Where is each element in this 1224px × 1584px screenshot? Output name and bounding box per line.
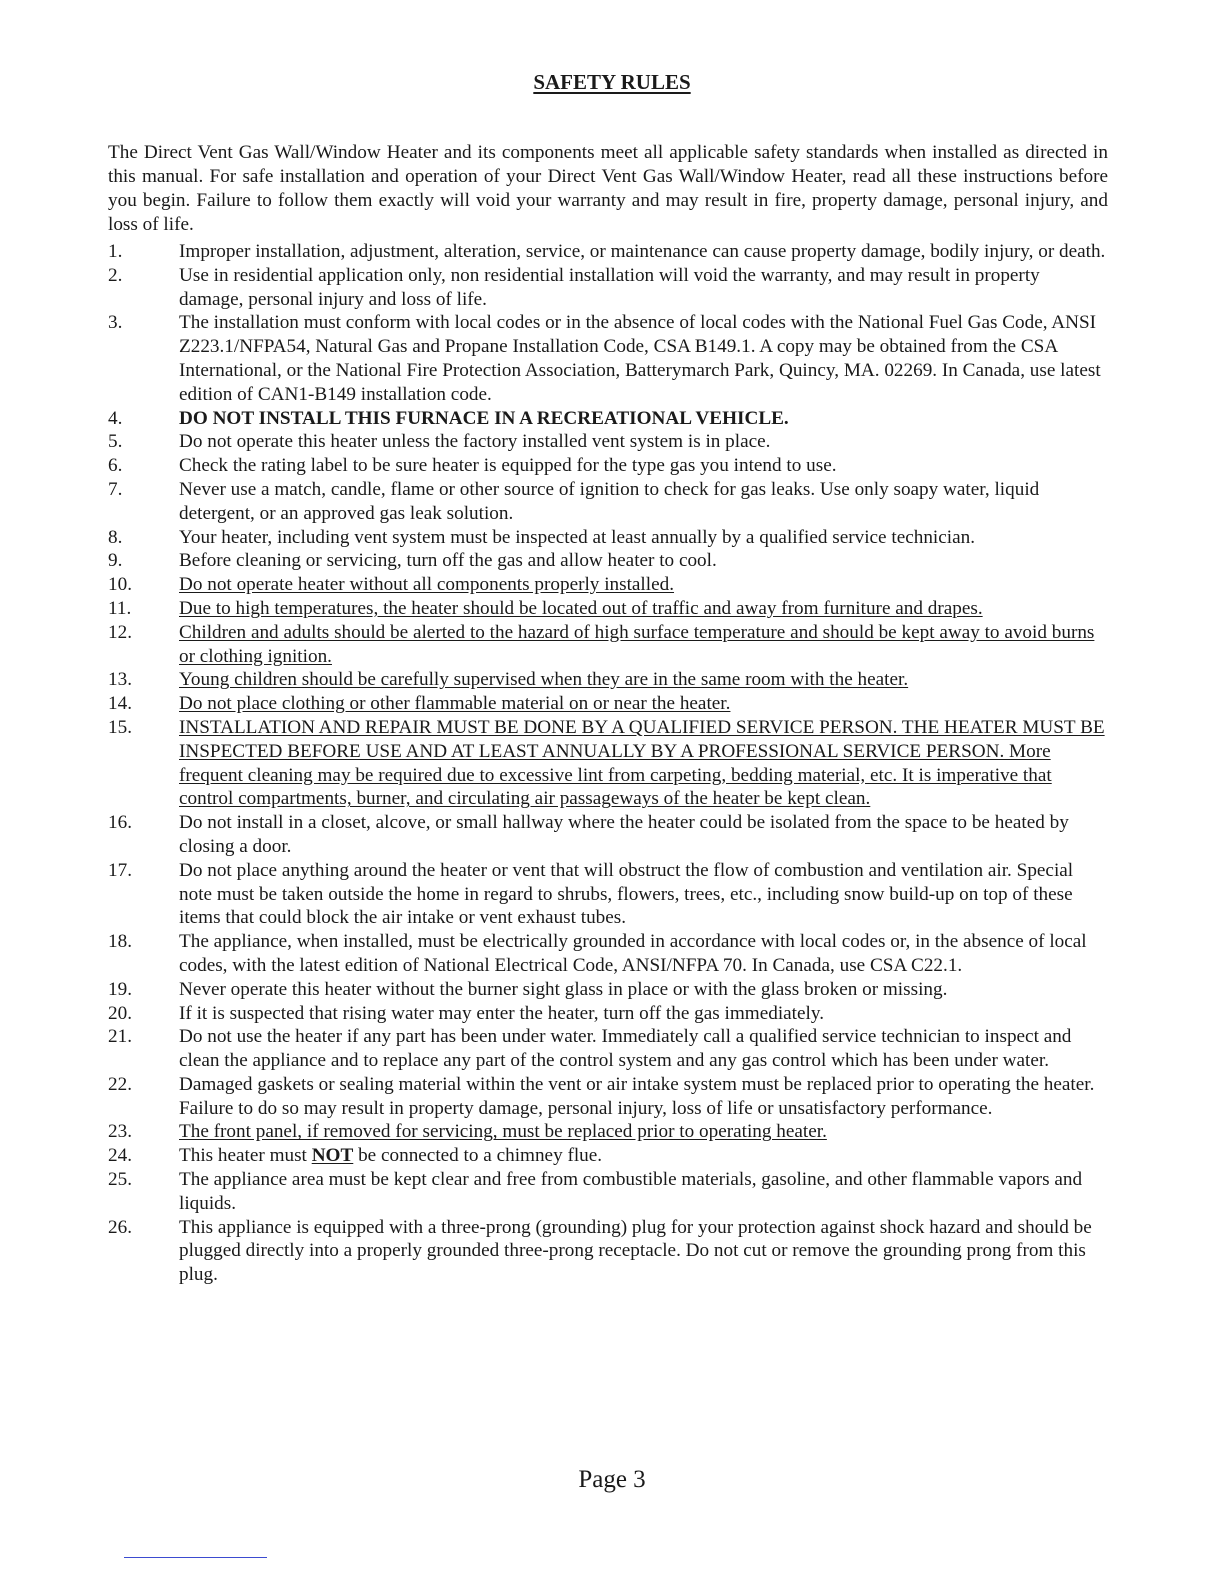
rule-text: The appliance area must be kept clear and free from combustible materials, gasoline, and other flammable vapors and liquids. — [179, 1169, 1083, 1214]
rule-number: 13. — [108, 669, 132, 691]
rule-13 — [108, 668, 1108, 692]
rule-3 — [108, 311, 1108, 406]
rule-text: Never use a match, candle, flame or other source of ignition to check for gas leaks. Use only soapy water, liquid detergent, or an approved gas leak solution. — [179, 478, 1040, 524]
rule-text: Improper installation, adjustment, alteration, service, or maintenance can cause property damage, bodily injury, or death. — [179, 241, 1106, 262]
rule-text: The front panel, if removed for servicing, must be replaced prior to operating heater. — [179, 1121, 827, 1143]
rule-24 — [108, 1144, 1108, 1168]
page-title: SAFETY RULES — [533, 70, 691, 94]
rule-text: Never operate this heater without the burner sight glass in place or with the glass broken or missing. — [179, 978, 948, 1000]
rule-number: 20. — [108, 1002, 132, 1024]
page-number: Page 3 — [578, 1466, 646, 1493]
rule-22 — [108, 1073, 1108, 1121]
rule-25 — [108, 1168, 1108, 1216]
rule-number: 24. — [108, 1145, 132, 1167]
rule-text: DO NOT INSTALL THIS FURNACE IN A RECREATIONAL VEHICLE. — [179, 407, 789, 429]
rule-number: 14. — [108, 693, 132, 715]
rule-6 — [108, 454, 1108, 478]
rule-number: 5. — [108, 431, 123, 453]
rule-text: The appliance, when installed, must be electrically grounded in accordance with local codes or, in the absence of local codes, with the latest edition of National Electrical Code, ANSI/NFPA 70. In Canada, use CSA C22.1. — [179, 931, 1087, 976]
rule-text: INSTALLATION AND REPAIR MUST BE DONE BY A QUALIFIED SERVICE PERSON. THE HEATER MUST BE INSPECTED BEFORE USE AND AT LEAST ANNUALLY BY A PROFESSIONAL SERVICE PERSON. More frequent cleaning may be required due to excessive lint from carpeting, bedding material, etc. It is imperative that control compartments, burner, and circulating air passageways of the heater be kept clean. — [179, 716, 1105, 810]
rule-emphasis: NOT — [311, 1145, 354, 1167]
rule-2 — [108, 264, 1108, 312]
rule-number: 1. — [108, 241, 123, 262]
rule-number: 7. — [108, 478, 123, 500]
rule-number: 10. — [108, 574, 132, 596]
rule-number: 25. — [108, 1169, 132, 1191]
rule-text: Before cleaning or servicing, turn off the gas and allow heater to cool. — [179, 550, 717, 572]
rule-7 — [108, 478, 1108, 526]
rule-10 — [108, 573, 1108, 597]
rule-number: 17. — [108, 859, 132, 881]
rule-text-post: be connected to a chimney flue. — [353, 1145, 603, 1167]
footer-divider — [124, 1557, 267, 1558]
rule-text: Children and adults should be alerted to the hazard of high surface temperature and should be kept away to avoid burns or clothing ignition. — [179, 621, 1095, 667]
rule-number: 18. — [108, 931, 132, 953]
rule-number: 12. — [108, 621, 132, 643]
rule-17 — [108, 859, 1108, 930]
rule-text: Young children should be carefully supervised when they are in the same room with the heater. — [179, 669, 909, 691]
rule-text: Do not operate heater without all components properly installed. — [179, 574, 675, 596]
rule-4 — [108, 407, 1108, 431]
rule-21 — [108, 1025, 1108, 1073]
rule-text: The installation must conform with local codes or in the absence of local codes with the National Fuel Gas Code, ANSI Z223.1/NFPA54, Natural Gas and Propane Installation Code, CSA B149.1. A copy may be obtained from the CSA International, or the National Fire Protection Association, Batterymarch Park, Quincy, MA. 02269. In Canada, use latest edition of CAN1-B149 installation code. — [179, 312, 1101, 405]
rule-1 — [108, 240, 1108, 264]
rule-number: 23. — [108, 1121, 132, 1143]
rule-number: 26. — [108, 1216, 132, 1238]
rule-number: 4. — [108, 407, 123, 429]
rule-text: This appliance is equipped with a three-prong (grounding) plug for your protection against shock hazard and should be plugged directly into a properly grounded three-prong receptacle. Do not cut or remove the grounding prong from this plug. — [179, 1216, 1092, 1286]
rule-number: 19. — [108, 978, 132, 1000]
rule-text: Do not operate this heater unless the factory installed vent system is in place. — [179, 431, 771, 453]
rule-number: 22. — [108, 1073, 132, 1095]
rule-number: 21. — [108, 1026, 132, 1048]
rule-text: Do not install in a closet, alcove, or small hallway where the heater could be isolated from the space to be heated by closing a door. — [179, 812, 1069, 857]
rule-number: 16. — [108, 812, 132, 834]
rule-number: 11. — [108, 597, 132, 619]
rule-text-pre: This heater must — [179, 1145, 312, 1167]
rule-11 — [108, 597, 1108, 621]
rule-19 — [108, 978, 1108, 1002]
rule-23 — [108, 1120, 1108, 1144]
rule-number: 8. — [108, 526, 123, 548]
rule-8 — [108, 526, 1108, 550]
rule-number: 9. — [108, 550, 123, 572]
rule-text: Check the rating label to be sure heater is equipped for the type gas you intend to use. — [179, 455, 837, 477]
rule-12 — [108, 621, 1108, 669]
rule-5 — [108, 430, 1108, 454]
rule-text — [179, 1144, 1108, 1168]
safety-rules-list — [108, 240, 1108, 1287]
rule-number: 6. — [108, 455, 123, 477]
rule-number: 15. — [108, 716, 132, 738]
rule-9 — [108, 549, 1108, 573]
rule-number: 3. — [108, 312, 123, 334]
rule-text: Do not place clothing or other flammable material on or near the heater. — [179, 693, 731, 715]
rule-text: If it is suspected that rising water may enter the heater, turn off the gas immediately. — [179, 1002, 825, 1024]
rule-number: 2. — [108, 264, 123, 286]
rule-15 — [108, 716, 1108, 811]
rule-text: Damaged gaskets or sealing material within the vent or air intake system must be replaced prior to operating the heater. Failure to do so may result in property damage, personal injury, loss of life or unsatisfactory performance. — [179, 1073, 1095, 1119]
rule-text: Do not place anything around the heater or vent that will obstruct the flow of combustion and ventilation air. Special note must be taken outside the home in regard to shrubs, flowers, trees, etc., including snow build-up on top of these items that could block the air intake or vent exhaust tubes. — [179, 859, 1074, 929]
rule-16 — [108, 811, 1108, 859]
rule-26 — [108, 1216, 1108, 1287]
rule-18 — [108, 930, 1108, 978]
rule-text: Use in residential application only, non residential installation will void the warranty, and may result in property damage, personal injury and loss of life. — [179, 264, 1040, 310]
rule-14 — [108, 692, 1108, 716]
rule-text: Your heater, including vent system must be inspected at least annually by a qualified service technician. — [179, 526, 975, 548]
intro-paragraph: The Direct Vent Gas Wall/Window Heater and its components meet all applicable safety standards when installed as directed in this manual. For safe installation and operation of your Direct Vent Gas Wall/Window Heater, read all these instructions before you begin. Failure to follow them exactly will void your warranty and may result in fire, property damage, personal injury, and loss of life. — [108, 142, 1108, 236]
rule-text: Due to high temperatures, the heater should be located out of traffic and away from furniture and drapes. — [179, 597, 983, 619]
rule-text: Do not use the heater if any part has been under water. Immediately call a qualified service technician to inspect and clean the appliance and to replace any part of the control system and any gas control which has been under water. — [179, 1026, 1072, 1072]
rule-20 — [108, 1002, 1108, 1026]
